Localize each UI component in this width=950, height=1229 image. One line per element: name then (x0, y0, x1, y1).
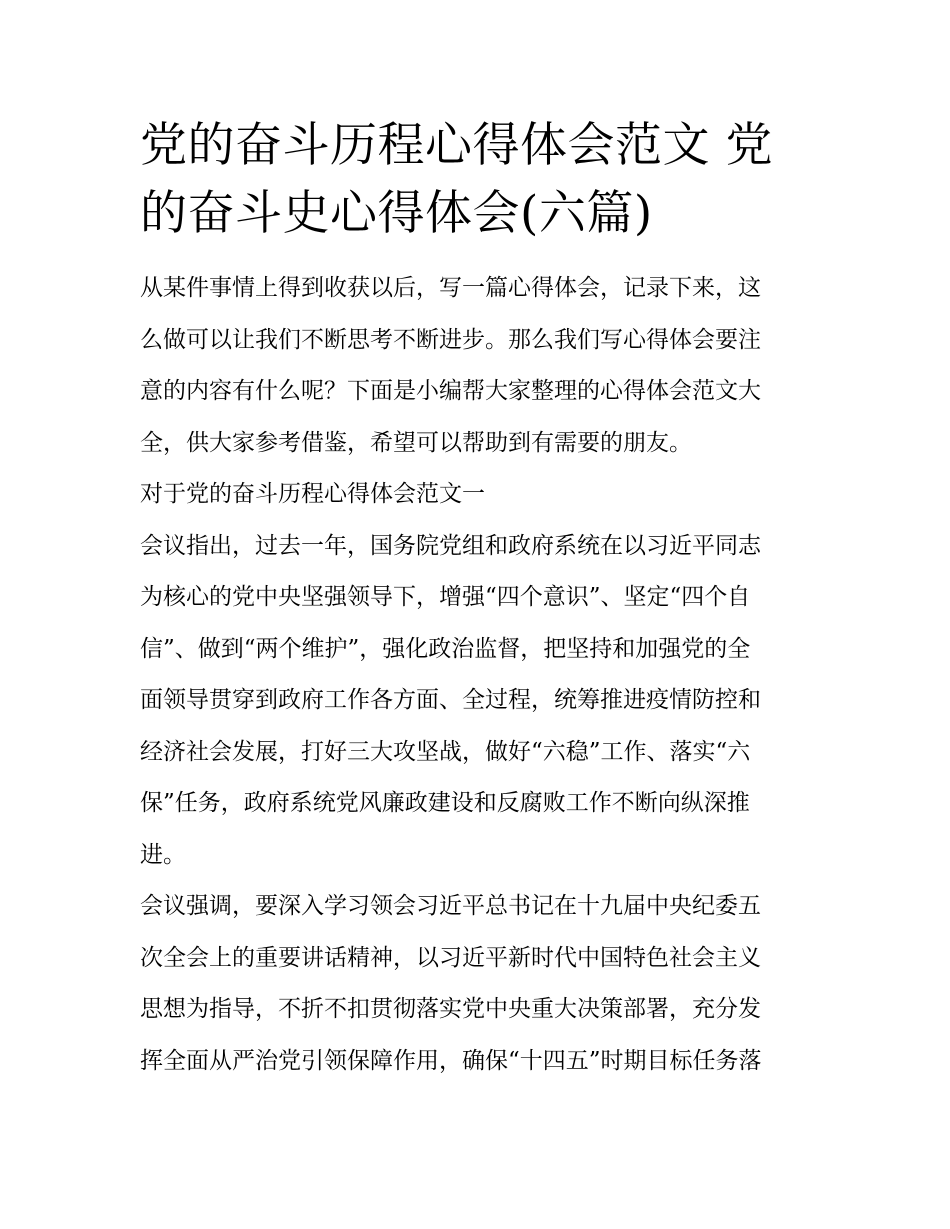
section-heading: 对于党的奋斗历程心得体会范文一 (140, 481, 485, 507)
document-body (140, 112, 812, 1087)
intro-paragraph: 从某件事情上得到收获以后，写一篇心得体会，记录下来，这 么做可以让我们不断思考不断进步。那么我们写心得体会要注 意的内容有什么呢？下面是小编帮大家整理的心得体会范文大 全，供大家参考借鉴，希望可以帮助到有需要的朋友。 (140, 275, 761, 456)
body-paragraph: 会议指出，过去一年，国务院党组和政府系统在以习近平同志 为核心的党中央坚强领导下，增强“四个意识”、坚定“四个自 信”、做到“两个维护”，强化政治监督，把坚持和加强党的全 面领导贯穿到政府工作各方面、全过程，统筹推进疫情防控和 经济社会发展，打好三大攻坚战，做好“六稳”工作、落实“六 保”任务，政府系统党风廉政建设和反腐败工作不断向纵深推 进。 (140, 532, 761, 868)
body-paragraph: 会议强调，要深入学习领会习近平总书记在十九届中央纪委五 次全会上的重要讲话精神，以习近平新时代中国特色社会主义 思想为指导，不折不扣贯彻落实党中央重大决策部署，充分发 挥全面从严治党引领保障作用，确保“十四五”时期目标任务落 (140, 893, 762, 1074)
document-title: 党的奋斗历程心得体会范文 党 的奋斗史心得体会(六篇) (140, 118, 773, 241)
